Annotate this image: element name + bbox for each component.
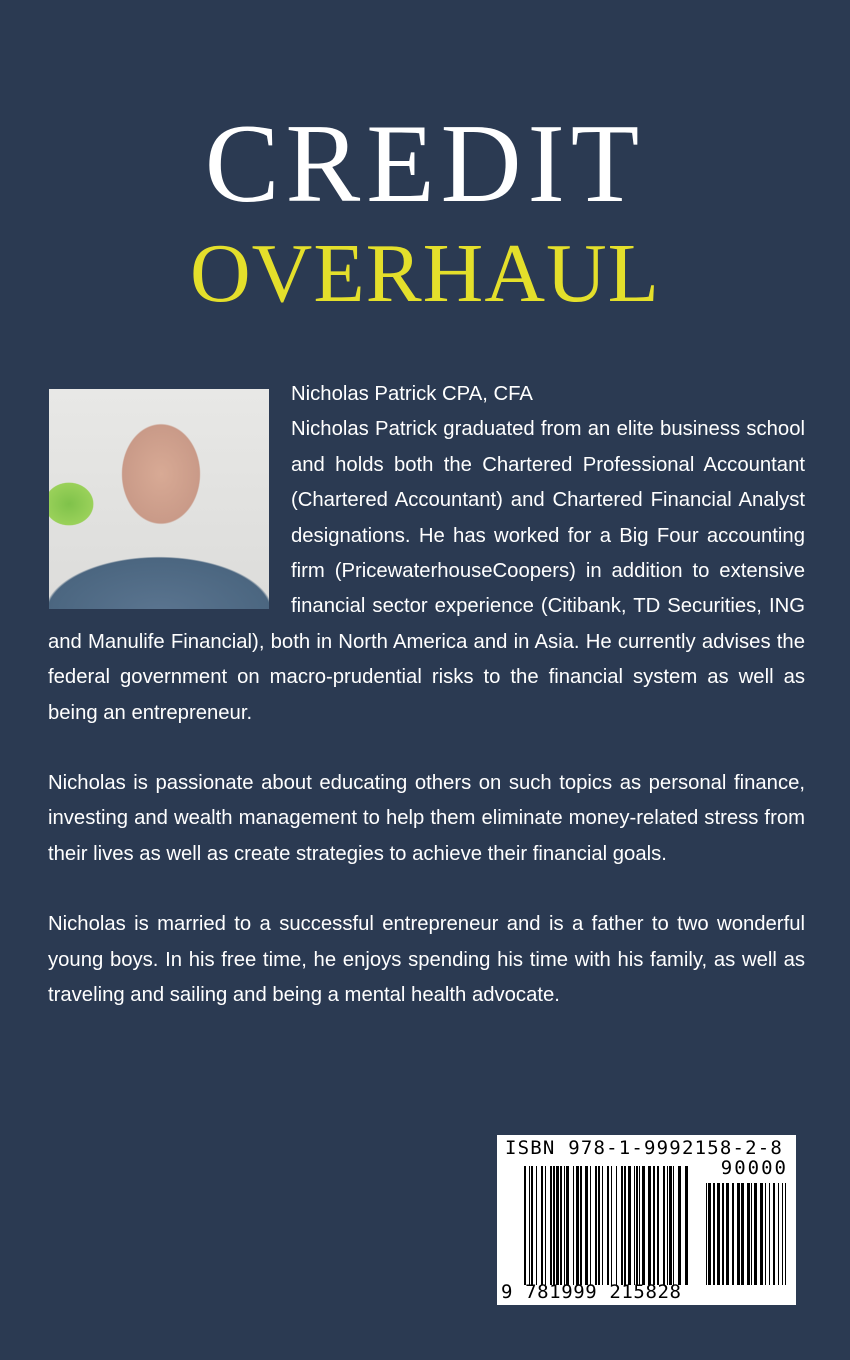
- barcode-bar: [717, 1183, 720, 1285]
- barcode-bar: [678, 1166, 681, 1285]
- barcode-bar: [706, 1183, 707, 1285]
- barcode-bar: [566, 1166, 569, 1285]
- barcode-bar: [667, 1166, 668, 1285]
- barcode-bar: [598, 1166, 600, 1285]
- bio-paragraph-3: Nicholas is married to a successful entrepreneur and is a father to two wonderful young boys. In his free time, he enjoys spending his time with his family, as well as traveling and sailing and being a mental health advocate.: [48, 913, 805, 1007]
- barcode-bar: [531, 1166, 533, 1285]
- barcode-bar: [754, 1183, 757, 1285]
- barcode-bar: [741, 1183, 744, 1285]
- bio-paragraph-2: Nicholas is passionate about educating others on such topics as personal finance, investing and wealth management to help them eliminate money-related stress from their lives as well as create strategies to achieve their financial goals.: [48, 772, 805, 865]
- barcode-bar: [657, 1166, 659, 1285]
- barcode-bar: [573, 1166, 574, 1285]
- barcode-bar: [663, 1166, 665, 1285]
- barcode-bar: [545, 1166, 546, 1285]
- barcode-bar: [751, 1183, 752, 1285]
- barcode-bar: [541, 1166, 543, 1285]
- barcode-bar: [624, 1166, 626, 1285]
- barcode-bar: [621, 1166, 623, 1285]
- barcode-bar: [607, 1166, 609, 1285]
- barcode-bar: [708, 1183, 711, 1285]
- barcode-bar: [732, 1183, 734, 1285]
- barcode-bar: [595, 1166, 597, 1285]
- author-bio: [48, 377, 805, 1049]
- barcode-bar: [673, 1166, 674, 1285]
- isbn-barcode: [497, 1135, 796, 1305]
- barcode-bar: [550, 1166, 552, 1285]
- barcode-bar: [778, 1183, 779, 1285]
- barcode-bar: [529, 1166, 530, 1285]
- title-overhaul: OVERHAUL: [190, 227, 660, 320]
- barcode-bar: [524, 1166, 526, 1285]
- barcode-bar: [782, 1183, 783, 1285]
- author-photo: [49, 389, 269, 609]
- barcode-bar: [648, 1166, 651, 1285]
- barcode-bar: [722, 1183, 724, 1285]
- barcode-bar: [536, 1166, 537, 1285]
- barcode-bar: [634, 1166, 635, 1285]
- barcode-bar: [765, 1183, 766, 1285]
- title-credit: CREDIT: [204, 102, 646, 226]
- barcode-bar: [726, 1183, 729, 1285]
- isbn-text: ISBN 978-1-9992158-2-8: [505, 1137, 784, 1159]
- barcode-bar: [585, 1166, 588, 1285]
- barcode-bar: [642, 1166, 645, 1285]
- barcode-bar: [556, 1166, 559, 1285]
- barcode-bar: [580, 1166, 582, 1285]
- barcode-bar: [773, 1183, 775, 1285]
- barcode-bar: [713, 1183, 715, 1285]
- barcode-bar: [785, 1183, 786, 1285]
- barcode-bar: [653, 1166, 655, 1285]
- barcode-bar: [737, 1183, 740, 1285]
- price-code: 90000: [720, 1157, 788, 1179]
- barcode-bar: [628, 1166, 631, 1285]
- barcode-bar: [560, 1166, 562, 1285]
- barcode-bar: [760, 1183, 763, 1285]
- barcode-bar: [576, 1166, 579, 1285]
- barcode-bar: [747, 1183, 750, 1285]
- barcode-bar: [611, 1166, 612, 1285]
- barcode-bar: [564, 1166, 565, 1285]
- barcode-bar: [636, 1166, 638, 1285]
- barcode-bar: [639, 1166, 640, 1285]
- barcode-bar: [769, 1183, 770, 1285]
- barcode-bar: [553, 1166, 555, 1285]
- barcode-bar: [602, 1166, 603, 1285]
- author-name: Nicholas Patrick CPA, CFA: [291, 383, 533, 405]
- bio-paragraph-1: Nicholas Patrick graduated from an elite business school and holds both the Chartered Professional Accountant (Chartered Accountant) and Chartered Financial Analyst designations. He has worked for a Big Four accounting firm (PricewaterhouseCoopers) in addition to extensive financial sector experience (Citibank, TD Securities, ING and Manulife Financial), both in North America and in Asia. He currently advises the federal government on macro-prudential risks to the financial system as well as being an entrepreneur.: [48, 418, 805, 724]
- barcode-bar: [669, 1166, 672, 1285]
- ean-digits: 9 781999 215828: [501, 1281, 682, 1303]
- barcode-bars: [497, 1135, 796, 1305]
- barcode-bar: [685, 1166, 688, 1285]
- barcode-bar: [590, 1166, 591, 1285]
- barcode-bar: [616, 1166, 617, 1285]
